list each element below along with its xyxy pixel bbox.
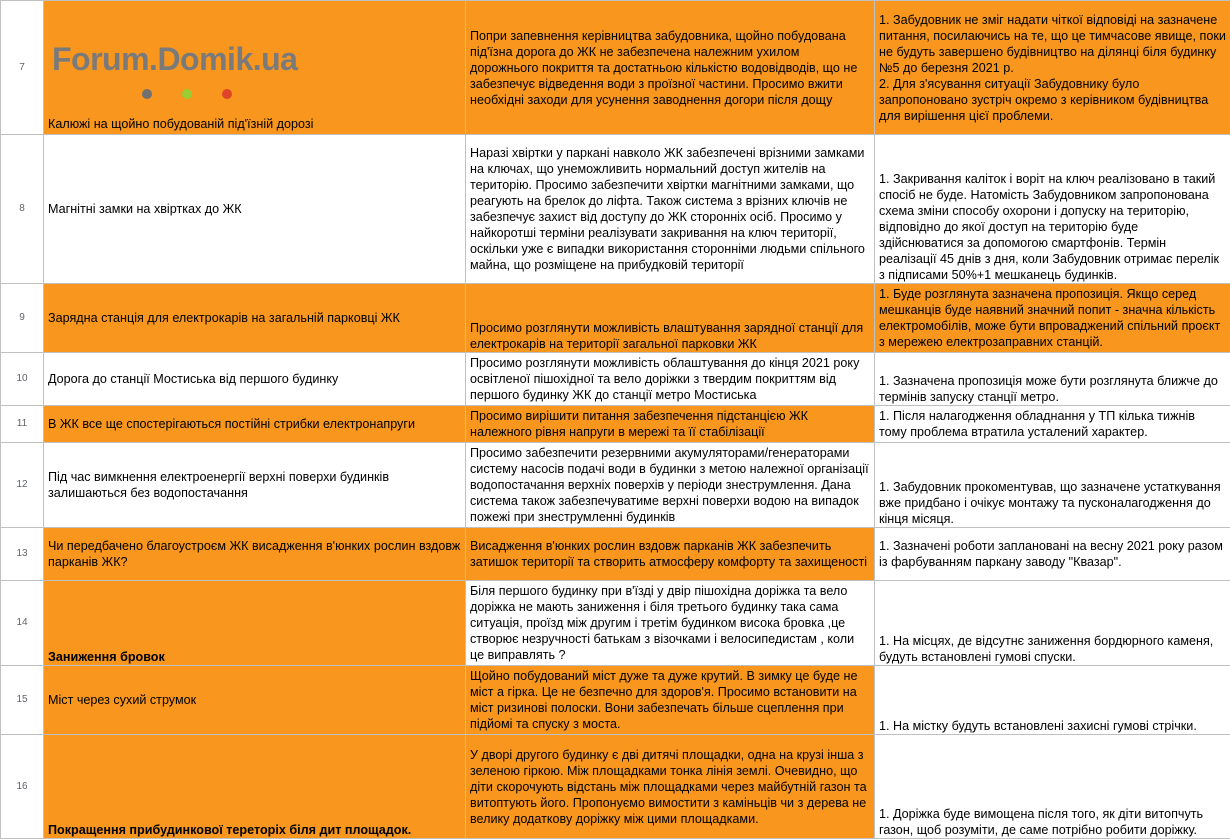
response-cell[interactable] <box>875 284 1230 353</box>
request-text: Просимо розглянути можливість влаштування зарядної станції для електрокарів на території загальної парковки ЖК <box>470 320 870 352</box>
row-number[interactable]: 14 <box>1 581 44 666</box>
row-number[interactable]: 15 <box>1 666 44 735</box>
row-number[interactable]: 13 <box>1 528 44 581</box>
table-row <box>1 284 1230 353</box>
problem-text: Чи передбачено благоустроєм ЖК висадження в'юнких рослин вздовж парканів ЖК? <box>48 538 461 570</box>
response-cell[interactable] <box>875 406 1230 443</box>
request-cell[interactable] <box>466 135 875 284</box>
problem-cell[interactable] <box>44 443 466 528</box>
request-cell[interactable] <box>466 443 875 528</box>
logo-text: Forum.Domik.ua <box>52 51 297 67</box>
request-text: Просимо вирішити питання забезпечення підстанцією ЖК належного рівня напруги в мережі та її стабілізації <box>470 408 870 440</box>
response-text: 1. Зазначена пропозиція може бути розглянута ближче до термінів запуску станції метро. <box>879 373 1226 405</box>
problem-cell[interactable] <box>44 406 466 443</box>
request-cell[interactable] <box>466 666 875 735</box>
problem-text: Магнітні замки на хвіртках до ЖК <box>48 201 461 217</box>
response-cell[interactable] <box>875 528 1230 581</box>
response-text: 1. На місцях, де відсутнє заниження бордюрного каменя, будуть встановлені гумові спуски. <box>879 633 1226 665</box>
request-cell[interactable] <box>466 581 875 666</box>
row-number[interactable]: 11 <box>1 406 44 443</box>
problem-text: В ЖК все ще спостерігаються постійні стрибки електронапруги <box>48 416 461 432</box>
request-cell[interactable] <box>466 528 875 581</box>
row-number[interactable]: 10 <box>1 353 44 406</box>
table-row <box>1 406 1230 443</box>
problem-cell[interactable] <box>44 1 466 135</box>
problem-cell[interactable] <box>44 735 466 839</box>
request-text: Щойно побудований міст дуже та дуже крутий. В зимку це буде не міст а гірка. Це не безпечно для здоров'я. Просимо встановити на міст ризинові полоски. Вони забезпечать більше сцеплення при підйомі та спуску з моста. <box>470 668 870 732</box>
response-text: 1. Після налагодження обладнання у ТП кілька тижнів тому проблема втратила усталений характер. <box>879 408 1226 440</box>
row-number[interactable]: 12 <box>1 443 44 528</box>
request-cell[interactable] <box>466 1 875 135</box>
problem-text: Під час вимкнення електроенергії верхні поверхи будинків залишаються без водопостачання <box>48 469 461 501</box>
logo-dot-grey <box>142 89 152 99</box>
table-row <box>1 1 1230 135</box>
logo-dots <box>142 87 262 103</box>
row-number[interactable]: 7 <box>1 1 44 135</box>
problem-cell[interactable] <box>44 353 466 406</box>
problem-text: Зарядна станція для електрокарів на загальній парковці ЖК <box>48 310 461 326</box>
request-text: Наразі хвіртки у паркані навколо ЖК забезпечені врізними замками на ключах, що унеможливить нормальний доступ жителів на територію. Просимо забезпечити хвіртки магнітними замками, що реагують на брелок до ліфта. Також система з врізних ключів не забезпечує захист від доступу до ЖК сторонніх осіб. Просимо у найкоротші терміни реалізувати закривання на ключ території, оскільки уже є випадки використання сторонніми людьми спільного майна, що розміщене на прибудковій території <box>470 145 870 273</box>
request-text: Просимо забезпечити резервними акумуляторами/генераторами систему насосів подачі води в будинки з метою належної організації водопостачання верхніх поверхів у періоди знеструмлення. Дана система також забезпечуватиме верхні поверхи водою на випадок пожежі при знеструмленні будинків <box>470 445 870 525</box>
problem-cell[interactable] <box>44 666 466 735</box>
problem-text: Дорога до станції Мостиська від першого будинку <box>48 371 461 387</box>
logo-dot-red <box>222 89 232 99</box>
response-text: 1. Зазначені роботи заплановані на весну 2021 року разом із фарбуванням паркану заводу "Квазар". <box>879 538 1226 570</box>
problem-cell[interactable] <box>44 284 466 353</box>
request-cell[interactable] <box>466 406 875 443</box>
response-cell[interactable] <box>875 353 1230 406</box>
request-text: У дворі другого будинку є дві дитячі площадки, одна на крузі інша з зеленою гіркою. Між площадками тонка лінія землі. Очевидно, що діти скорочують відстань між площадками через майбутній газон та витоптують його. Пропонуємо вимостити з каміньців чи з дерева не велику додаткову доріжку між цими площадками. <box>470 747 870 827</box>
problem-text: Міст через сухий струмок <box>48 692 461 708</box>
problem-cell[interactable] <box>44 135 466 284</box>
table-row <box>1 528 1230 581</box>
request-text: Висадження в'юнких рослин вздовж парканів ЖК забезпечить затишок території та створить атмосферу комфорту та захищеності <box>470 538 870 570</box>
logo-dot-green <box>182 89 192 99</box>
problem-text: Покращення прибудинкової тереторіх біля дит площадок. <box>48 822 461 838</box>
response-text: 1. Забудовник прокоментував, що зазначене устаткування вже придбано і очікує монтажу та пусконалагодження до кінця місяця. <box>879 479 1226 527</box>
table-row <box>1 135 1230 284</box>
request-text: Просимо розглянути можливість облаштування до кінця 2021 року освітленої пішохідної та вело доріжки з твердим покриттям від першого будинку ЖК до станції метро Мостиська <box>470 355 870 403</box>
table-row <box>1 735 1230 839</box>
problem-cell[interactable] <box>44 528 466 581</box>
table-row <box>1 666 1230 735</box>
response-cell[interactable] <box>875 1 1230 135</box>
request-cell[interactable] <box>466 353 875 406</box>
forum-logo <box>44 1 465 134</box>
response-cell[interactable] <box>875 443 1230 528</box>
response-cell[interactable] <box>875 135 1230 284</box>
request-text: Біля першого будинку при в'їзді у двір пішохідна доріжка та вело доріжка не мають заниження і біля третього будинку така сама ситуація, проїзд між другим і третім будинком висока бровка ,це створює незручності батькам з візочками і велосипедистам , коли це виправлять ? <box>470 583 870 663</box>
row-number[interactable]: 9 <box>1 284 44 353</box>
table-row <box>1 581 1230 666</box>
request-text: Попри запевнення керівництва забудовника, щойно побудована під'їзна дорога до ЖК не забезпечена належним ухилом дорожнього покриття та достатньою кількістю водовідводів, що не забезпечує відведення води з проїзної частини. Просимо вжити необхідні заходи для усунення заводнення догори після дощу <box>470 28 870 108</box>
request-cell[interactable] <box>466 735 875 839</box>
request-cell[interactable] <box>466 284 875 353</box>
table-row <box>1 353 1230 406</box>
response-cell[interactable] <box>875 666 1230 735</box>
response-cell[interactable] <box>875 735 1230 839</box>
problem-text: Калюжі на щойно побудованій під'їзній дорозі <box>48 116 313 132</box>
response-text: 1. Забудовник не зміг надати чіткої відповіді на зазначене питання, посилаючись на те, що це тимчасове явище, поки не будуть завершено будівництво на ділянці біля будинку №5 до березня 2021 р. 2. Для з'ясування ситуації Забудовнику було запропоновано зустріч окремо з керівником будівництва для вирішення цієї проблеми. <box>879 12 1226 124</box>
response-text: 1. Буде розглянута зазначена пропозиція. Якщо серед мешканців буде наявний значний попит - значна кількість електромобілів, може бути впроваджений спільний проєкт з мережею електрозаправних станцій. <box>879 286 1226 350</box>
problem-text: Заниження бровок <box>48 649 461 665</box>
response-cell[interactable] <box>875 581 1230 666</box>
response-text: 1. Доріжка буде вимощена після того, як діти витопчуть газон, щоб розуміти, де саме потрібно робити доріжку. <box>879 806 1226 838</box>
table-row <box>1 443 1230 528</box>
problem-cell[interactable] <box>44 581 466 666</box>
response-text: 1. Закривання каліток і воріт на ключ реалізовано в такий спосіб не буде. Натомість Забудовником запропонована схема зміни способу охорони і допуску на територію, відповідно до якої доступ на територію буде здійснюватися за допомогою смартфонів. Термін реалізації 45 днів з дня, коли Забудовник отримає перелік з підписами 50%+1 мешканець будинків. <box>879 171 1226 283</box>
row-number[interactable]: 8 <box>1 135 44 284</box>
row-number[interactable]: 16 <box>1 735 44 839</box>
response-text: 1. На містку будуть встановлені захисні гумові стрічки. <box>879 718 1226 734</box>
